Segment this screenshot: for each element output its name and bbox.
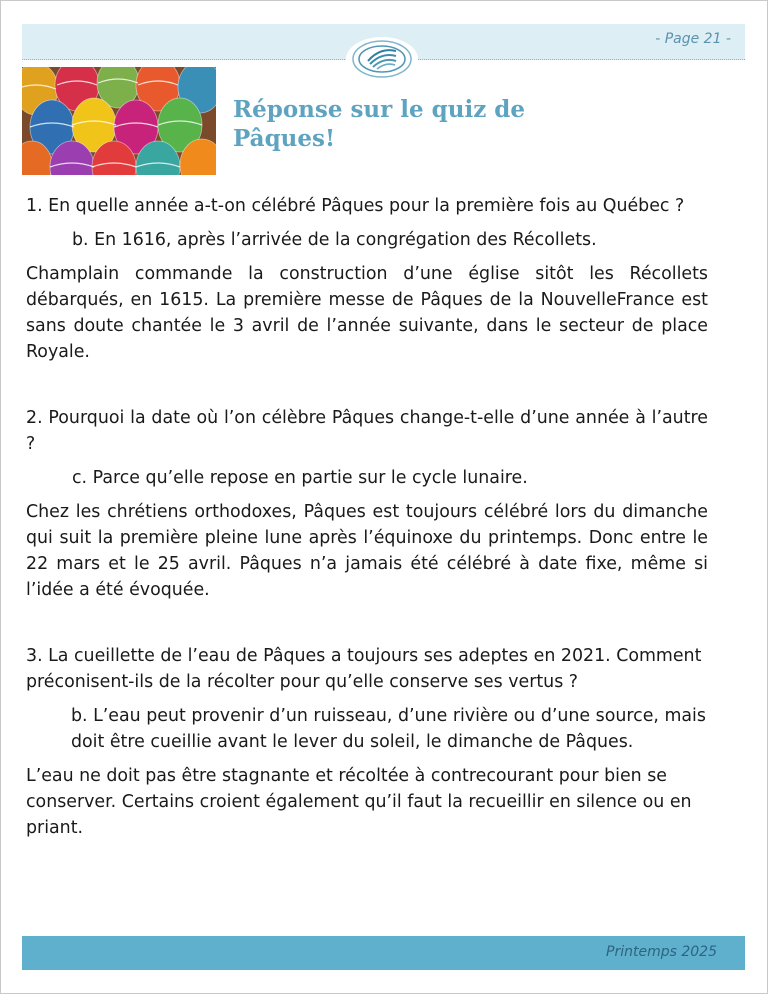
footer-edition: Printemps 2025 [606, 944, 717, 960]
question-block-2 [26, 405, 708, 603]
question-block-1 [26, 193, 708, 365]
answer-text: b. En 1616, après l’arrivée de la congrégation des Récollets. [72, 230, 597, 250]
explanation-text: Champlain commande la construction d’une église sitôt les Récollets débarqués, en 1615. La première messe de Pâques de la NouvelleFrance est sans doute chantée le 3 avril de l’année suivante, dans le secteur de place Royale. [26, 264, 708, 362]
answer-text: c. Parce qu’elle repose en partie sur le cycle lunaire. [72, 468, 528, 488]
answer-text: b. L’eau peut provenir d’un ruisseau, d’une rivière ou d’une source, mais doit être cueillie avant le lever du soleil, le dimanche de Pâques. [71, 706, 706, 752]
explanation-text: Chez les chrétiens orthodoxes, Pâques est toujours célébré lors du dimanche qui suit la première pleine lune après l’équinoxe du printemps. Donc entre le 22 mars et le 25 avril. Pâques n’a jamais été célébré à date fixe, même si l’idée a été évoquée. [26, 502, 708, 600]
page-number: - Page 21 - [655, 31, 731, 47]
easter-eggs-image [22, 67, 216, 175]
page-footer [22, 936, 745, 970]
explanation-text: L’eau ne doit pas être stagnante et récoltée à contrecourant pour bien se conserver. Certains croient également qu’il faut la recueillir en silence ou en priant. [26, 766, 692, 838]
quiz-answers [26, 193, 708, 841]
question-text: 3. La cueillette de l’eau de Pâques a toujours ses adeptes en 2021. Comment préconisent-ils de la récolter pour qu’elle conserve ses vertus ? [26, 646, 702, 692]
question-text: 1. En quelle année a-t-on célébré Pâques pour la première fois au Québec ? [26, 196, 685, 216]
question-text: 2. Pourquoi la date où l’on célèbre Pâques change-t-elle d’une année à l’autre ? [26, 408, 708, 454]
question-block-3 [26, 643, 708, 841]
page-title: Réponse sur le quiz de Pâques! [233, 96, 525, 152]
logo-icon [346, 37, 418, 81]
